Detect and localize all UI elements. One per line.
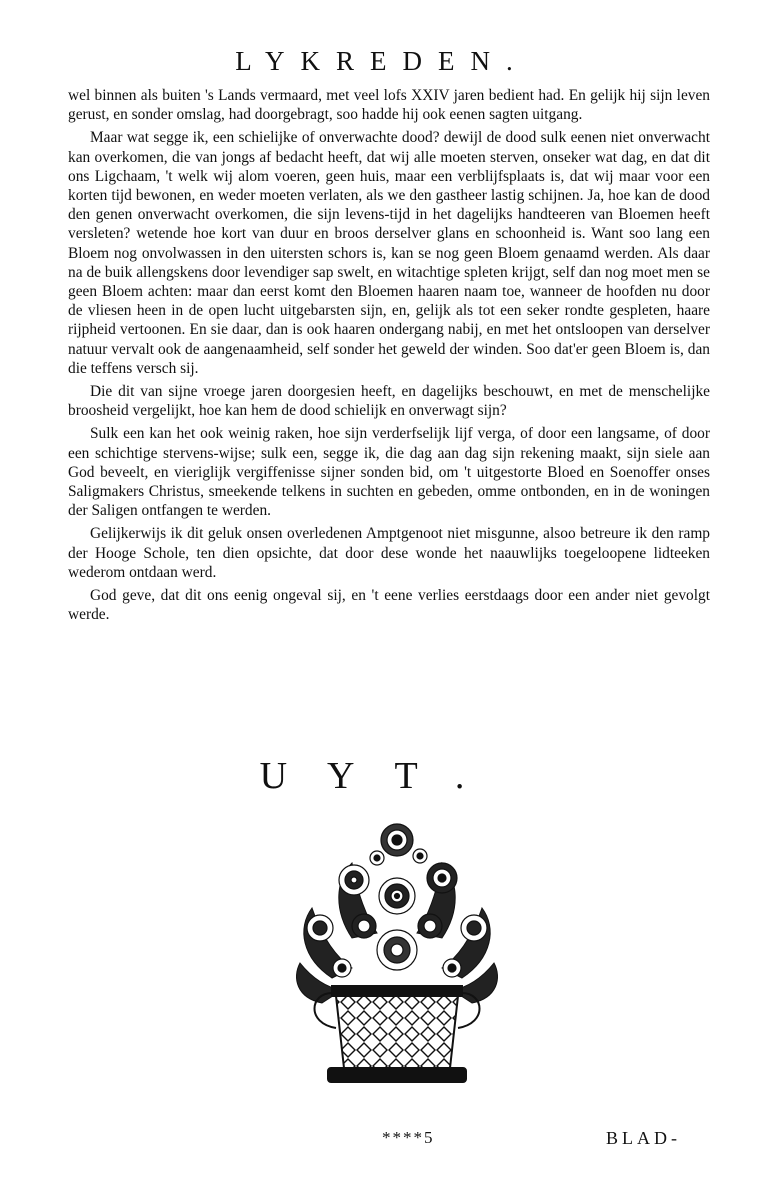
paragraph-3: Die dit van sijne vroege jaren doorgesien heeft, en dagelijks beschouwt, en met de menschelijke broosheid vergelijkt, hoe kan hem de dood schielijk en onverwagt sijn? (68, 383, 710, 420)
catchword: BLAD- (606, 1128, 681, 1148)
running-title: LYKREDEN. (235, 46, 529, 76)
paragraph-4: Sulk een kan het ook weinig raken, hoe sijn verderfselijk lijf verga, of door een langsame, of door een schichtige stervens-wijse; sulk een, segge ik, die dag aan dag sijn rekening maakt, sijn siele aan God beveelt, en vieriglijk vergiffenisse sijner sonden bid, om 't uitgestorte Bloed en Soenoffer onses Saligmakers Christus, smeekende telkens in suchten en gebeden, omme ontbonden, en in de woningen der Saligen ontfangen te werden. (68, 425, 710, 520)
finis-heading: UYT. (259, 755, 505, 797)
paragraph-1: wel binnen als buiten 's Lands vermaard, met veel lofs XXIV jaren bedient had. En gelijk hij sijn leven gerust, en sonder omslag, had doorgebragt, soo hadde hij ook eenen sagten uitgang. (68, 87, 710, 124)
signature-mark: ****5 (382, 1128, 435, 1147)
main-text (68, 86, 710, 628)
paragraph-2: Maar wat segge ik, een schielijke of onverwachte dood? dewijl de dood sulk eenen niet onverwacht kan overkomen, die van jongs af bedacht heeft, dat wij alle moeten sterven, onseker wat dag, en dat dit ons Ligchaam, 't welk wij alom voeren, geen huis, maar een verblijfsplaats is, dat wij maar voor een korten tijd bewonen, en weder moeten verlaten, als we den gastheer lastig schijnen. Ja, hoe kan de dood den genen onverwacht overkomen, die sijn levens-tijd in het dagelijks handteeren van Bloemen heeft versleten? wetende hoe kort van duur en broos derselver glans en schoonheid is. Want soo lang een Bloem nog onvolwassen in den uitersten schors is, kan se nog geen Bloem genaamd werden. Als daar na de buik allengskens door levendiger sap swelt, en witachtige spleten krijgt, self dan nog moet men se geen Bloem achten: maar dan eerst komt den Bloemen haaren naam toe, wanneer de hoofden nu door de vliesen heen in de open lucht uitgebarsten sijn, en, gelijk als tot een seker rondte gespleten, haare rijpheid vertoonen. En sie daar, dan is ook haaren ondergang nabij, en met het ontsloopen van derselver natuur vervalt ook de aangenaamheid, self sonder het geweld der winden. Soo dat'er geen Bloem is, dan die teffens versch sij. (68, 129, 710, 377)
paragraph-6: God geve, dat dit ons eenig ongeval sij, en 't eene verlies eerstdaags door een ander niet gevolgt werde. (68, 587, 710, 624)
flower-basket-icon (292, 818, 502, 1092)
paragraph-5: Gelijkerwijs ik dit geluk onsen overledenen Amptgenoot niet misgunne, alsoo betreure ik den ramp der Hooge Schole, ten dien opsichte, dat door dese wonde het naauwlijks toegeloopene lidteeken wederom ontdaan werd. (68, 525, 710, 581)
